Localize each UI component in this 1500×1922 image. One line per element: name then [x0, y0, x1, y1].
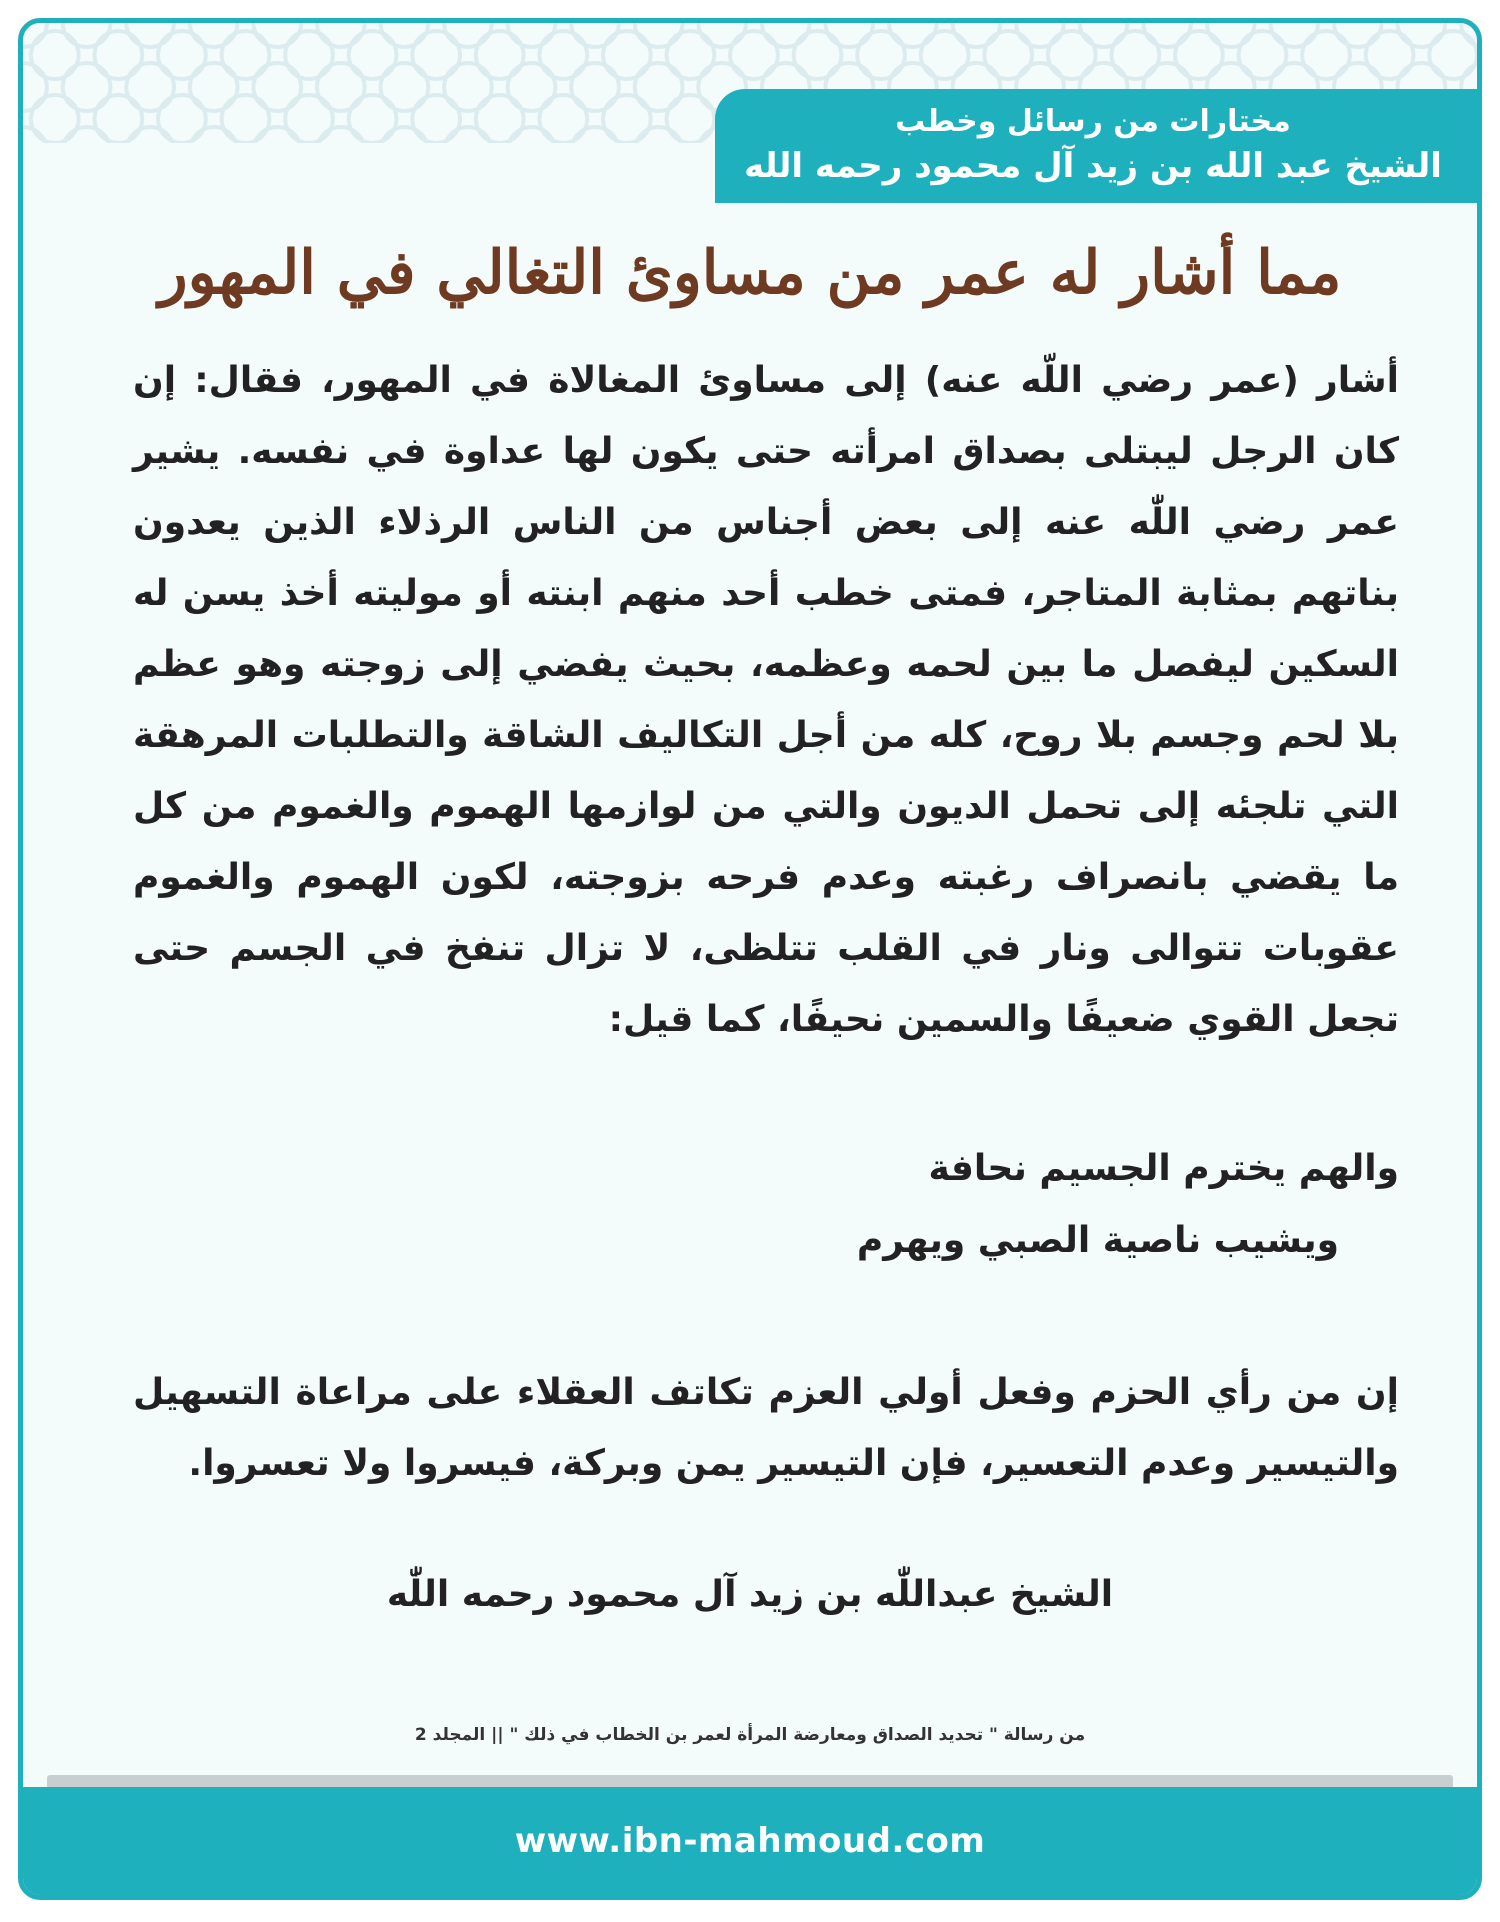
website-link[interactable]: www.ibn-mahmoud.com — [514, 1821, 986, 1861]
author-signature: الشيخ عبداللّٰه بن زيد آل محمود رحمه اللّٰه — [386, 1574, 1114, 1615]
poem-verse: ويشيب ناصية الصبي ويهرم — [856, 1220, 1339, 1261]
source-citation: من رسالة " تحديد الصداق ومعارضة المرأة لعمر بن الخطاب في ذلك " || المجلد 2 — [414, 1725, 1086, 1745]
poem-verse: والهم يخترم الجسيم نحافة — [928, 1148, 1399, 1189]
poem — [799, 1133, 1399, 1277]
document-card — [18, 18, 1482, 1900]
body-paragraph: أشار (عمر رضي اللّه عنه) إلى مساوئ المغالاة في المهور، فقال: إن كان الرجل ليبتلى بصداق امرأته حتى يكون لها عداوة في نفسه. يشير عمر رضي اللّٰه عنه إلى بعض أجناس من الناس الرذلاء الذين يعدون بناتهم بمثابة المتاجر، فمتى خطب أحد منهم ابنته أو موليته أخذ يسن له السكين ليفصل ما بين لحمه وعظمه، بحيث يفضي إلى زوجته وهو عظم بلا لحم وجسم بلا روح، كله من أجل التكاليف الشاقة والتطلبات المرهقة التي تلجئه إلى تحمل الديون والتي من لوازمها الهموم والغموم من كل ما يقضي بانصراف رغبته وعدم فرحه بزوجته، لكون الهموم والغموم عقوبات تتوالى ونار في القلب تتلظى، لا تزال تنفخ في الجسم حتى تجعل القوي ضعيفًا والسمين نحيفًا، كما قيل: — [133, 360, 1399, 1040]
header-author: الشيخ عبد الله بن زيد آل محمود رحمه الله — [744, 146, 1442, 186]
header-subtitle: مختارات من رسائل وخطب — [895, 104, 1291, 139]
header-banner — [715, 89, 1477, 203]
article-body — [133, 345, 1399, 1055]
page-title: مما أشار له عمر من مساوئ التغالي في المهور — [158, 238, 1342, 308]
closing-paragraph: إن من رأي الحزم وفعل أولي العزم تكاتف العقلاء على مراعاة التسهيل والتيسير وعدم التعسير، فإن التيسير يمن وبركة، فيسروا ولا تعسروا. — [133, 1372, 1399, 1484]
footer-bar — [23, 1787, 1477, 1895]
